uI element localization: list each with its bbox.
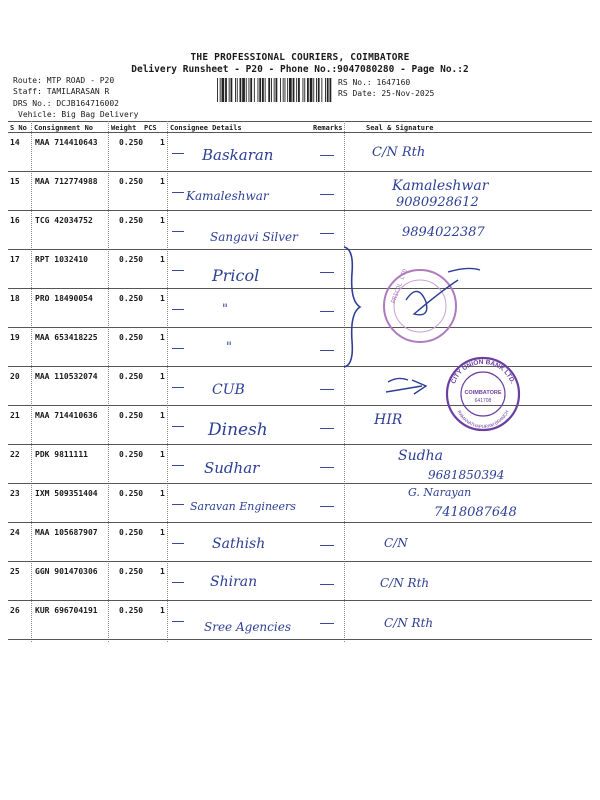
seal-phone-handwriting: 9681850394 [428,468,505,482]
col-consignment: Consignment No [34,124,94,132]
ink-dash [320,506,334,507]
consignee-handwriting: Pricol [212,266,260,285]
barcode-bar [321,78,322,102]
bank-stamp [443,354,523,434]
barcode-bar [217,78,218,102]
table-row [8,601,592,640]
col-sno: S No [10,124,27,132]
rs-date: RS Date: 25-Nov-2025 [338,89,435,98]
seal-handwriting: C/N Rth [380,576,430,590]
row-sno: 24 [10,528,20,537]
ink-dash [172,192,184,193]
vehicle-label: Vehicle: Big Bag Delivery [18,110,139,119]
row-pcs: 1 [160,567,165,576]
barcode-bar [283,78,284,102]
row-sno: 14 [10,138,20,147]
bank-stamp-code: 641708 [474,398,492,404]
row-sno: 20 [10,372,20,381]
ink-dash [320,233,334,234]
seal-handwriting: C/N Rth [372,145,426,160]
ink-dash [172,504,184,505]
row-weight: 0.250 [119,567,144,576]
ink-dash [320,272,334,273]
barcode-bar [254,78,255,102]
pricol-stamp-text: PRICOL LTD [390,268,409,305]
barcode-bar [274,78,275,102]
row-consignment-no: MAA 714410636 [35,411,98,420]
ink-dash [320,350,334,351]
row-pcs: 1 [160,333,165,342]
drs-label: DRS No.: DCJB164716002 [13,99,119,108]
barcode-bar [327,78,329,102]
row-weight: 0.250 [119,216,144,225]
ink-dash [172,387,184,388]
col-remarks: Remarks [313,124,343,132]
ink-dash [172,621,184,622]
barcode-bar [220,78,221,102]
row-pcs: 1 [160,255,165,264]
barcode-bar [330,78,332,102]
col-consignee: Consignee Details [170,124,242,132]
barcode-bar [287,78,288,102]
barcode-bar [289,78,292,102]
row-pcs: 1 [160,450,165,459]
consignee-handwriting: Saravan Engineers [190,500,296,513]
col-pcs: PCS [144,124,157,132]
row-consignment-no: RPT 1032410 [35,255,88,264]
barcode-bar [276,78,278,102]
ink-dash [320,389,334,390]
consignee-handwriting: Sudhar [204,459,260,477]
barcode-bar [310,78,313,102]
table-row [8,172,592,211]
table-row [8,523,592,562]
col-weight: Weight [111,124,137,132]
barcode-bar [307,78,309,102]
rs-number: RS No.: 1647160 [338,78,411,87]
barcode-bar [313,78,314,102]
barcode-bar [280,78,281,102]
barcode-bar [293,78,295,102]
barcode-bar [246,78,247,102]
consignee-handwriting: Kamaleshwar [186,189,269,203]
row-consignment-no: IXM 509351404 [35,489,98,498]
table-row [8,289,592,328]
row-pcs: 1 [160,177,165,186]
seal-phone-handwriting: 9080928612 [396,195,479,210]
seal-phone-handwriting: 9894022387 [402,225,485,240]
group-brace [340,243,364,371]
ink-dash [172,153,184,154]
bank-stamp-bottom-text: RAMANATHAPURAM BRANCH [456,409,510,430]
barcode-bar [235,78,236,102]
row-consignment-no: KUR 696704191 [35,606,98,615]
barcode-bar [222,78,225,102]
ink-dash [172,270,184,271]
barcode-bar [268,78,270,102]
bank-stamp-top-text: CITY UNION BANK LTD. [450,358,517,385]
row-weight: 0.250 [119,372,144,381]
row-weight: 0.250 [119,294,144,303]
row-weight: 0.250 [119,606,144,615]
row-consignment-no: GGN 901470306 [35,567,98,576]
consignee-handwriting: Dinesh [208,420,268,440]
ink-dash [172,309,184,310]
barcode-bar [265,78,266,102]
ink-dash [320,545,334,546]
staff-label: Staff: TAMILARASAN R [13,87,110,96]
row-weight: 0.250 [119,255,144,264]
barcode-bar [316,78,317,102]
ink-dash [172,348,184,349]
consignee-handwriting: Sathish [212,536,266,552]
ink-dash [172,465,184,466]
row-weight: 0.250 [119,333,144,342]
row-sno: 25 [10,567,20,576]
barcode-bar [259,78,261,102]
row-divider [8,639,592,640]
row-consignment-no: MAA 105687907 [35,528,98,537]
ink-dash [172,543,184,544]
row-weight: 0.250 [119,411,144,420]
row-sno: 19 [10,333,20,342]
row-sno: 21 [10,411,20,420]
barcode-bar [240,78,242,102]
ink-dash [320,467,334,468]
table-row [8,133,592,172]
pricol-stamp [378,262,488,352]
row-sno: 18 [10,294,20,303]
barcode-bar [318,78,320,102]
barcode-bar [296,78,297,102]
table-row [8,562,592,601]
row-consignment-no: TCG 42034752 [35,216,93,225]
consignee-handwriting: CUB [212,382,245,398]
row-weight: 0.250 [119,489,144,498]
barcode-bar [271,78,272,102]
barcode-bar [304,78,305,102]
table-row [8,250,592,289]
row-weight: 0.250 [119,177,144,186]
barcode-bar [298,78,300,102]
table-row [8,445,592,484]
row-pcs: 1 [160,411,165,420]
barcode-bar [325,78,326,102]
ink-dash [172,231,184,232]
row-sno: 16 [10,216,20,225]
barcode-bar [237,78,238,102]
row-weight: 0.250 [119,450,144,459]
barcode-bar [258,78,259,102]
ink-dash [320,428,334,429]
ink-dash [172,582,184,583]
row-consignment-no: MAA 714410643 [35,138,98,147]
table-row [8,211,592,250]
row-weight: 0.250 [119,138,144,147]
ink-dash [320,584,334,585]
seal-handwriting: C/N [384,536,408,550]
seal-handwriting: G. Narayan [408,486,472,499]
row-pcs: 1 [160,606,165,615]
consignee-handwriting: " [222,302,228,317]
seal-handwriting: C/N Rth [384,616,434,630]
consignee-handwriting: " [226,340,232,355]
row-consignment-no: MAA 712774988 [35,177,98,186]
row-pcs: 1 [160,138,165,147]
ink-dash [320,194,334,195]
barcode-bar [303,78,304,102]
seal-handwriting: Kamaleshwar [392,178,489,194]
row-pcs: 1 [160,216,165,225]
row-consignment-no: PDK 9811111 [35,450,88,459]
barcode-bar [250,78,252,102]
barcode-bar [249,78,250,102]
row-sno: 17 [10,255,20,264]
row-consignment-no: PRO 18490054 [35,294,93,303]
row-pcs: 1 [160,528,165,537]
barcode-bar [229,78,230,102]
col-seal: Seal & Signature [366,124,434,132]
row-pcs: 1 [160,372,165,381]
row-sno: 15 [10,177,20,186]
bank-stamp-city: COIMBATORE [464,390,502,396]
barcode-bar [285,78,286,102]
consignee-handwriting: Sangavi Silver [210,230,298,244]
runsheet-subtitle: Delivery Runsheet - P20 - Phone No.:9047080280 - Page No.:2 [131,64,469,75]
barcode [216,77,334,103]
seal-phone-handwriting: 7418087648 [434,505,517,520]
consignee-handwriting: Baskaran [202,146,274,164]
row-pcs: 1 [160,294,165,303]
row-sno: 22 [10,450,20,459]
row-pcs: 1 [160,489,165,498]
barcode-bar [262,78,264,102]
consignee-handwriting: Sree Agencies [204,620,291,634]
row-sno: 23 [10,489,20,498]
barcode-bar [242,78,245,102]
ink-dash [320,155,334,156]
company-title: THE PROFESSIONAL COURIERS, COIMBATORE [190,52,410,63]
barcode-bar [225,78,227,102]
row-consignment-no: MAA 653418225 [35,333,98,342]
ink-dash [172,426,184,427]
row-sno: 26 [10,606,20,615]
arrow-scribble [382,372,434,406]
route-label: Route: MTP ROAD - P20 [13,76,115,85]
seal-handwriting: Sudha [398,448,443,464]
ink-dash [320,311,334,312]
seal-handwriting: HIR [374,412,403,428]
ink-dash [320,623,334,624]
consignee-handwriting: Shiran [210,574,258,590]
row-weight: 0.250 [119,528,144,537]
row-consignment-no: MAA 110532074 [35,372,98,381]
barcode-bar [231,78,233,102]
